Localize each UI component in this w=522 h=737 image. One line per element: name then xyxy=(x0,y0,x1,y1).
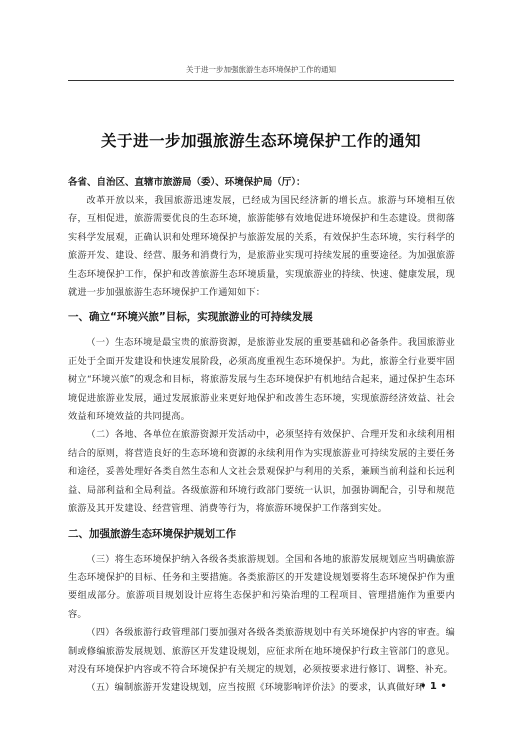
section-1-heading: 一、确立“环境兴旅”目标，实现旅游业的可持续发展 xyxy=(68,311,313,324)
document-title: 关于进一步加强旅游生态环境保护工作的通知 xyxy=(100,132,421,150)
paragraph-1: （一）生态环境是最宝贵的旅游资源，是旅游业发展的重要基础和必备条件。我国旅游业正处于全面开发建设和快速发展阶段，必须高度重视生态环境保护。为此，旅游全行业要牢固树立“环境兴旅”的观念和目标，将旅游发展与生态环境保护有机地结合起来，通过保护生态环境促进旅游业发展，通过发展旅游业来更好地保护和改善生态环境，实现旅游经济效益、社会效益和环境效益的共同提高。 xyxy=(68,337,455,423)
running-header: 关于进一步加强旅游生态环境保护工作的通知 xyxy=(186,65,336,74)
document-body xyxy=(68,174,455,698)
paragraph-2: （二）各地、各单位在旅游资源开发活动中，必须坚持有效保护、合理开发和永续利用相结合的原则，将营造良好的生态环境和资源的永续利用作为实现旅游业可持续发展的主要任务和途径，妥善处理好各类自然生态和人文社会景观保护与利用的关系，兼顾当前利益和长远利益、局部利益和全局利益。各级旅游和环境行政部门要统一认识，加强协调配合，引导和规范旅游及其开发建设、经营管理、消费等行为，将旅游环境保护工作落到实处。 xyxy=(68,429,455,515)
page-number: • 1 • xyxy=(420,681,447,692)
paragraph-5: （五）编制旅游开发建设规划，应当按照《环境影响评价法》的要求，认真做好环 xyxy=(86,682,425,694)
section-2-heading: 二、加强旅游生态环境保护规划工作 xyxy=(68,527,236,540)
header-divider xyxy=(68,80,454,81)
intro-paragraph: 改革开放以来，我国旅游迅速发展，已经成为国民经济新的增长点。旅游与环境相互依存，互相促进，旅游需要优良的生态环境，旅游能够有效地促进环境保护和生态建设。贯彻落实科学发展观，正确认识和处理环境保护与旅游发展的关系，有效保护生态环境，实行科学的旅游开发、建设、经营、服务和消费行为，是旅游业实现可持续发展的重要途径。为加强旅游生态环境保护工作，保护和改善旅游生态环境质量，实现旅游业的持续、快速、健康发展，现就进一步加强旅游生态环境保护工作通知如下： xyxy=(68,195,455,299)
paragraph-3: （三）将生态环境保护纳入各级各类旅游规划。全国和各地的旅游发展规划应当明确旅游生态环境保护的目标、任务和主要措施。各类旅游区的开发建设规划要将生态环境保护作为重要组成部分。旅游项目规划设计应将生态保护和污染治理的工程项目、管理措施作为重要内容。 xyxy=(68,553,455,620)
paragraph-4: （四）各级旅游行政管理部门要加强对各级各类旅游规划中有关环境保护内容的审查。编制或修编旅游发展规划、旅游区开发建设规划，应征求所在地环境保护行政主管部门的意见。对没有环境保护内容或不符合环境保护有关规定的规划，必须按要求进行修订、调整、补充。 xyxy=(68,627,455,675)
addressee: 各省、自治区、直辖市旅游局（委）、环境保护局（厅）： xyxy=(68,177,306,188)
